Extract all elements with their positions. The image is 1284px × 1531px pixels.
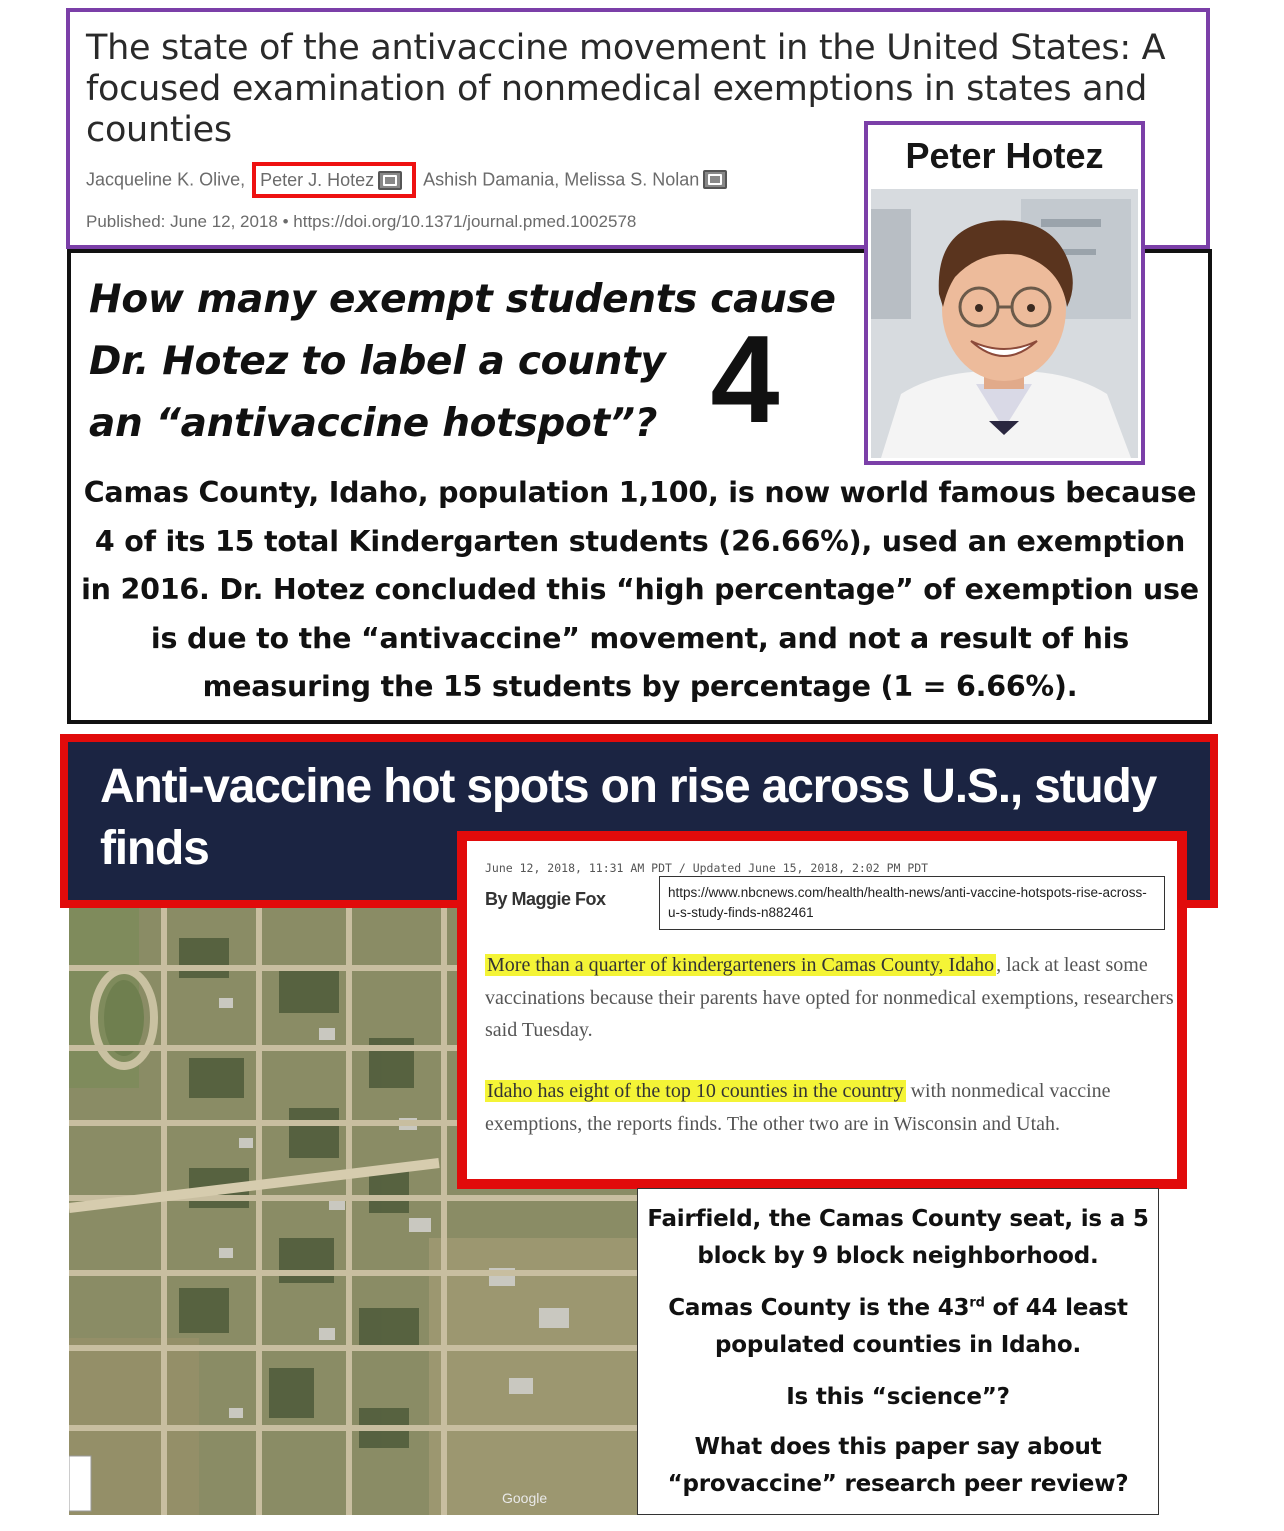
article-url[interactable]: https://www.nbcnews.com/health/health-news/anti-vaccine-hotspots-rise-across-u-s-study-finds-n882461 xyxy=(659,876,1165,930)
author-nolan[interactable]: Melissa S. Nolan xyxy=(564,169,700,190)
article-paragraph-1 xyxy=(485,949,1175,1047)
email-icon[interactable] xyxy=(378,171,402,190)
rank-suffix: rd xyxy=(969,1295,985,1311)
question-line-1: How many exempt students cause xyxy=(89,277,836,322)
paragraph-text: with nonmedical vaccine exemptions, the reports finds. The other two are in Wisconsin and Utah. xyxy=(485,1080,1111,1135)
news-headline[interactable]: Anti-vaccine hot spots on rise across U.S., study finds xyxy=(100,760,1157,875)
email-icon[interactable] xyxy=(703,170,727,189)
camas-explanation: Camas County, Idaho, population 1,100, is now world famous because 4 of its 15 total Kindergarten students (26.66%), used an exemption in 2016. Dr. Hotez concluded this “high percentage” of exemption use is due to the “antivaccine” movement, and not a result of his measuring the 15 students by percentage (1 = 6.66%). xyxy=(81,476,1199,703)
author-damania[interactable]: Ashish Damania, xyxy=(423,169,560,190)
portrait-image xyxy=(871,189,1138,458)
fairfield-text: Fairfield, the Camas County seat, is a 5 block by 9 block neighborhood. xyxy=(647,1206,1149,1269)
paper-title: The state of the antivaccine movement in the United States: A focused examination of nonmedical exemptions in states and counties xyxy=(86,28,1166,150)
publication-info: Published: June 12, 2018 • https://doi.org/10.1371/journal.pmed.1002578 xyxy=(86,212,637,231)
article-excerpt xyxy=(457,831,1187,1189)
highlighted-text: More than a quarter of kindergarteners in Camas County, Idaho xyxy=(487,954,995,976)
fairfield-box xyxy=(637,1188,1159,1515)
article-paragraph-2 xyxy=(485,1075,1175,1140)
question-line-2: Dr. Hotez to label a county xyxy=(89,339,666,384)
paragraph-text: , lack at least some vaccinations because their parents have opted for nonmedical exemptions, researchers said Tuesday. xyxy=(485,954,1174,1041)
author-olive[interactable]: Jacqueline K. Olive, xyxy=(86,169,246,190)
science-question: Is this “science”? xyxy=(786,1384,1010,1410)
map-attribution: Google xyxy=(502,1490,548,1506)
rank-text-end: of 44 least populated counties in Idaho. xyxy=(714,1295,1128,1358)
article-dateline: June 12, 2018, 11:31 AM PDT / Updated June 15, 2018, 2:02 PM PDT xyxy=(485,861,929,875)
author-list xyxy=(86,162,866,198)
peer-review-question: What does this paper say about “provaccine” research peer review? xyxy=(667,1434,1129,1497)
portrait-photo xyxy=(871,189,1138,458)
population-rank-text xyxy=(642,1290,1154,1364)
highlighted-text: Idaho has eight of the top 10 counties in the country xyxy=(487,1080,904,1102)
rank-text-start: Camas County is the 43 xyxy=(668,1295,970,1321)
author-hotez-highlight[interactable] xyxy=(252,162,416,198)
portrait-card xyxy=(864,121,1145,465)
question-line-3: an “antivaccine hotspot”? xyxy=(89,401,658,446)
article-byline[interactable]: By Maggie Fox xyxy=(485,889,606,909)
answer-number: 4 xyxy=(710,311,780,449)
author-hotez[interactable]: Peter J. Hotez xyxy=(260,169,375,190)
portrait-name: Peter Hotez xyxy=(905,135,1104,176)
